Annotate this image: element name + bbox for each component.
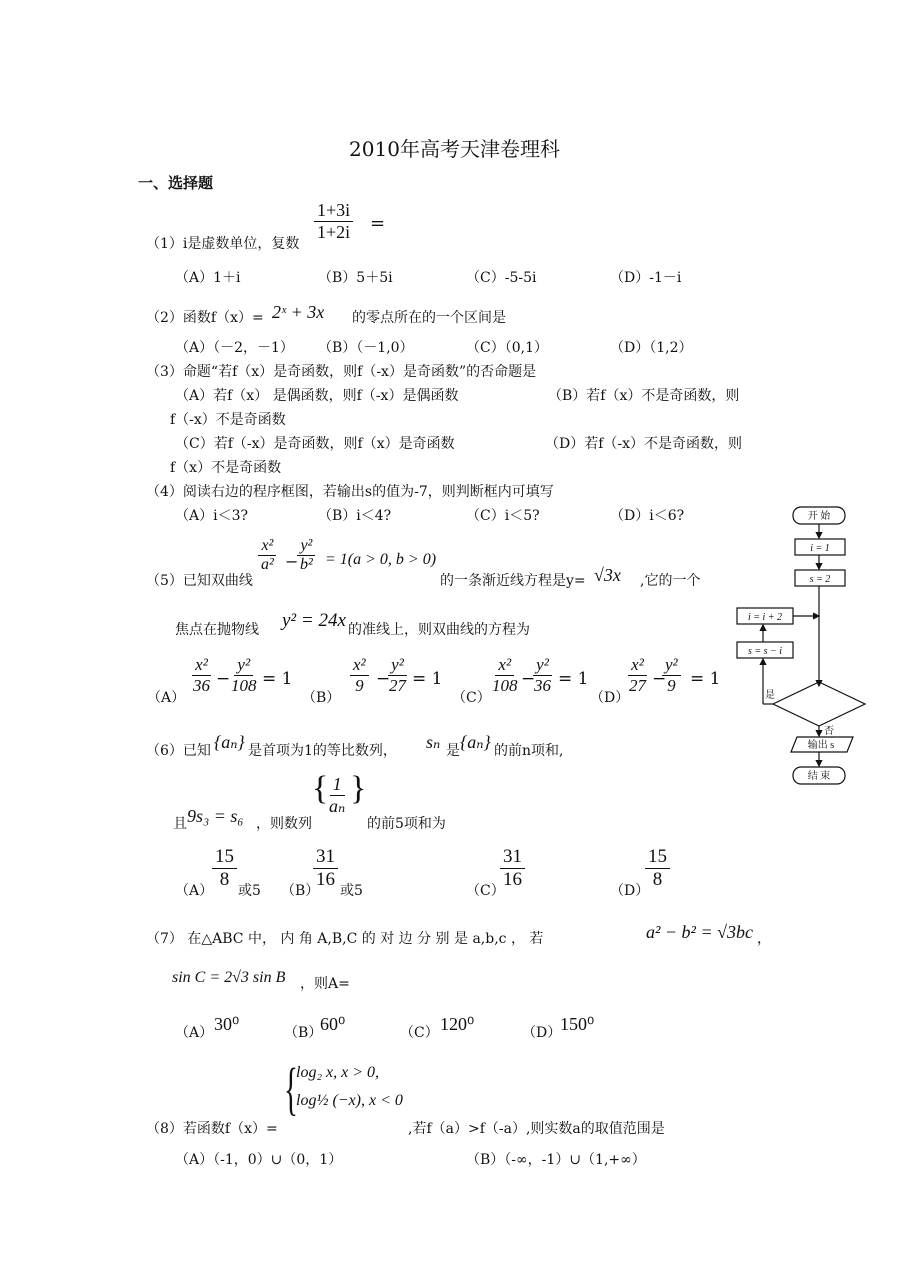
q1-frac-num: 1+3i [314,200,353,222]
q2-stem-post: 的零点所在的一个区间是 [352,310,506,326]
q7-option-b[interactable]: 60⁰ [320,1014,346,1034]
section-heading: 一、选择题 [138,174,214,192]
flow-init-s-label: s = 2 [809,574,831,585]
q1-eq: = [370,213,386,234]
q1-fraction [314,200,353,242]
q6-option-d-frac: $\frac{15}{8}$ [645,846,670,891]
q7-option-a-label[interactable]: （A） [175,1025,214,1041]
q3-option-b-cont: f（-x）不是奇函数 [170,412,286,428]
q5-condition: = 1(a > 0, b > 0) [325,551,437,568]
q5-option-c-label[interactable]: （C） [452,690,491,706]
q6-line2-pre: 且 [173,816,187,832]
q6-option-a-frac: $\frac{15}{8}$ [212,846,237,891]
q7-option-a[interactable]: 30⁰ [214,1014,240,1034]
q5-stem-post: ,它的一个 [640,573,701,589]
q1-frac-den: 1+2i [317,221,351,242]
q6-recip-frac: $\frac{1}{\text{aₙ}}$ [329,774,346,816]
q6-option-d-label[interactable]: （D） [610,883,650,899]
flow-start-label: 开 始 [807,511,831,522]
q5-option-b-rhs: = 1 [412,669,443,689]
q6-brace-left: { [312,770,329,807]
q1-option-b[interactable]: （B）5＋5i [318,270,393,286]
q3-option-d[interactable]: （D）若f（-x）不是奇函数，则 [545,436,743,452]
q5-asymptote: √3x [594,565,621,585]
flow-increment-label: i = i + 2 [747,612,783,623]
q6-option-c-label[interactable]: （C） [466,883,505,899]
q6-condition: 9s₃ = s₆ [187,806,244,826]
flow-end-label: 结 束 [807,771,831,782]
q8-case1: log₂ x, x > 0, [296,1064,380,1081]
q2-option-b[interactable]: （B）（－1,0） [318,340,414,356]
q5-parabola: y² = 24x [282,610,346,631]
q3-option-c[interactable]: （C）若f（-x）是奇函数，则f（x）是奇函数 [175,436,455,452]
q6-option-c-frac: $\frac{31}{16}$ [500,846,525,891]
q5-option-d-minus: − [652,669,667,689]
q5-option-c-frac2: $\frac{\text{y²}}{36}$ [534,655,551,695]
q3-stem: （3）命题“若f（x）是奇函数，则f（-x）是奇函数”的否命题是 [146,364,537,380]
q3-option-d-cont: f（x）不是奇函数 [170,460,282,476]
q3-option-b[interactable]: （B）若f（x）不是奇函数，则 [548,388,740,404]
q7-condition: a² − b² = √3bc [646,922,753,942]
q7-option-d-label[interactable]: （D） [522,1025,562,1041]
q6-option-b-post: 或5 [340,883,363,899]
q7-stem: （7） 在△ABC 中， 内 角 A,B,C 的 对 边 分 别 是 a,b,c ， 若 [146,931,544,947]
q5-option-a-frac2: $\frac{\text{y²}}{108}$ [231,655,257,695]
q8-option-b[interactable]: （B）（-∞，-1）∪（1,+∞） [466,1152,646,1168]
q7-sin-relation: sin C = 2√3 sin B [172,969,286,986]
flow-init-i-label: i = 1 [810,543,830,554]
q8-stem-post: ,若f（a）>f（-a）,则实数a的取值范围是 [408,1121,665,1137]
q5-line2-post: 的准线上，则双曲线的方程为 [348,622,530,638]
q4-option-c[interactable]: （C）i＜5? [466,508,540,524]
q4-stem: （4）阅读右边的程序框图，若输出s的值为-7，则判断框内可填写 [146,484,554,500]
q6-brace-right: } [350,770,367,807]
q5-option-a-label[interactable]: （A） [147,690,186,706]
q5-option-a-frac1: $\frac{\text{x²}}{36}$ [193,655,210,695]
q5-option-c-rhs: = 1 [558,669,589,689]
q5-option-b-label[interactable]: （B） [302,690,341,706]
q2-expr: 2ˣ + 3x [272,302,325,322]
q5-stem-mid: 的一条渐近线方程是y= [440,573,586,589]
q7-option-d[interactable]: 150⁰ [560,1014,595,1034]
q5-frac-y: $\frac{\text{y²}}{\text{b²}}$ [297,537,316,575]
q6-option-b-frac: $\frac{31}{16}$ [313,846,338,891]
q2-option-a[interactable]: （A）（－2，－1） [175,340,294,356]
q5-option-a-minus: − [216,669,231,689]
q6-stem-post: 的前n项和, [494,743,564,759]
flow-no-label: 否 [824,726,834,737]
q5-option-b-minus: − [376,669,391,689]
q1-option-d[interactable]: （D）-1－i [610,270,682,286]
q6-option-a-label[interactable]: （A） [175,883,214,899]
q1-option-c[interactable]: （C）-5-5i [466,270,537,286]
q6-seq2: {aₙ} [460,732,491,752]
q2-option-d[interactable]: （D）（1,2） [610,340,693,356]
flow-output-label: 输出 s [807,740,835,751]
q3-option-a[interactable]: （A）若f（x） 是偶函数，则f（-x）是偶函数 [175,388,459,404]
q7-option-c[interactable]: 120⁰ [440,1014,475,1034]
q7-line2-post: ，则A= [300,976,350,992]
q1-stem: （1）i是虚数单位，复数 [146,236,300,252]
flow-update-s-label: s = s − i [747,646,783,657]
q6-stem-pre: （6）已知 [146,743,211,759]
q4-option-d[interactable]: （D）i＜6? [610,508,685,524]
q5-option-d-rhs: = 1 [690,669,721,689]
q5-option-d-frac1: $\frac{\text{x²}}{27}$ [629,655,646,695]
q5-minus: − [285,552,299,571]
flow-decision-shape [773,682,865,726]
q5-line2-pre: 焦点在抛物线 [175,622,259,638]
q2-option-c[interactable]: （C）（0,1） [466,340,548,356]
q7-comma: ， [757,931,771,947]
page-title: 2010年高考天津卷理科 [349,137,560,161]
flowchart [725,500,875,800]
q7-option-c-label[interactable]: （C） [400,1025,439,1041]
q6-option-a-post: 或5 [238,883,261,899]
q5-option-c-minus: − [521,669,536,689]
q5-option-c-frac1: $\frac{\text{x²}}{108}$ [492,655,518,695]
q8-stem-pre: （8）若函数f（x）= [146,1121,278,1137]
q6-line2-mid: ，则数列 [256,816,312,832]
q5-stem-pre: （5）已知双曲线 [146,573,253,589]
q6-option-b-label[interactable]: （B） [281,883,320,899]
q5-option-d-label[interactable]: （D） [590,690,630,706]
q8-case2: log½ (−x), x < 0 [296,1092,403,1109]
q5-option-b-frac2: $\frac{\text{y²}}{27}$ [389,655,406,695]
q7-option-b-label[interactable]: （B） [284,1025,323,1041]
q6-stem-mid2: 是 [446,743,460,759]
flow-yes-label: 是 [765,690,775,701]
q4-option-a[interactable]: （A）i＜3? [175,508,249,524]
q6-seq: {aₙ} [214,732,245,752]
q4-option-b[interactable]: （B）i＜4? [318,508,392,524]
q5-option-a-rhs: = 1 [262,669,293,689]
q1-option-a[interactable]: （A）1＋i [175,270,241,286]
q6-stem-mid: 是首项为1的等比数列， [248,743,397,759]
q6-sn: sₙ [426,732,441,752]
q8-option-a[interactable]: （A）（-1，0）∪（0，1） [175,1152,343,1168]
q5-option-d-frac2: $\frac{\text{y²}}{9}$ [662,655,681,695]
q5-frac-x: $\frac{\text{x²}}{\text{a²}}$ [258,537,277,575]
q8-brace: { [284,1056,298,1121]
q5-option-b-frac1: $\frac{\text{x²}}{9}$ [350,655,369,695]
q2-stem-pre: （2）函数f（x）= [146,310,264,326]
q6-line2-post: 的前5项和为 [367,816,446,832]
